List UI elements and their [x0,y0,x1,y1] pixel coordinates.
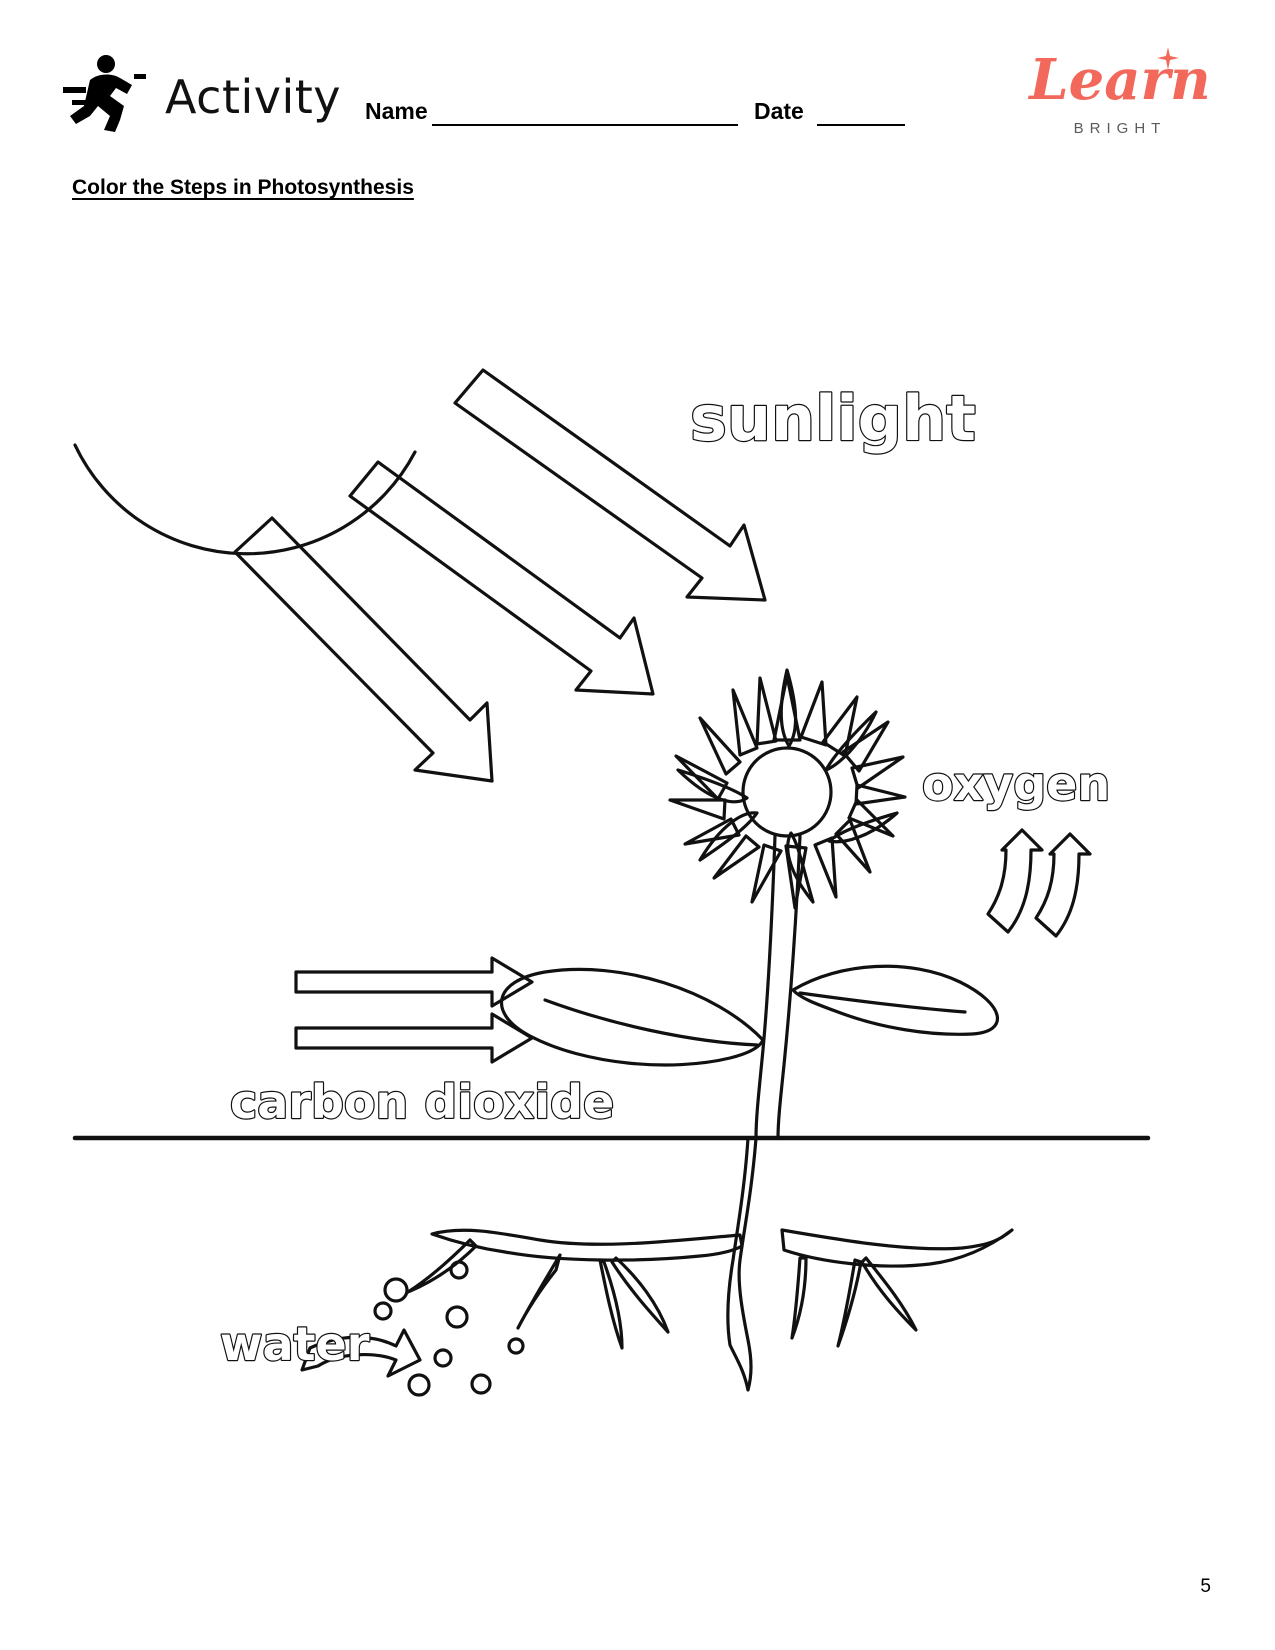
oxygen-arrows [988,830,1090,936]
flower-head [670,670,905,908]
label-sunlight: sunlight [690,382,976,455]
roots [408,1138,1012,1390]
label-carbon-dioxide: carbon dioxide [230,1075,615,1129]
leaf-right-vein [800,993,965,1012]
leaf-right [793,966,997,1034]
name-label: Name [365,98,428,124]
running-person-icon [60,54,150,134]
label-oxygen: oxygen [922,757,1111,811]
worksheet-header [60,36,1215,146]
page-title: Activity [165,70,342,124]
name-input[interactable] [432,124,738,126]
leaf-left-vein [545,1000,757,1045]
logo-wordmark: Learn [1029,47,1211,113]
activity-prompt: Color the Steps in Photosynthesis [72,176,414,199]
photosynthesis-diagram [0,200,1275,1520]
carbon-dioxide-arrows [296,958,532,1062]
label-water: water [220,1317,370,1371]
date-label: Date [754,98,804,124]
sunlight-arrow-2 [350,462,653,694]
water-droplets [375,1262,523,1395]
page-number: 5 [1200,1576,1211,1597]
leaf-left [502,969,763,1065]
learn-bright-logo [1025,46,1215,151]
logo-subtitle: BRIGHT [1073,120,1167,137]
date-input[interactable] [817,124,905,126]
